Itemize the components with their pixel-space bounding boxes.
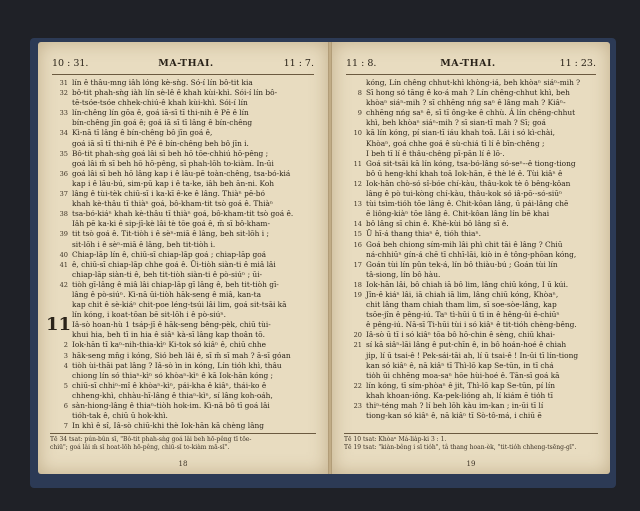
text-line: [340, 229, 600, 239]
verse-number: 14: [353, 220, 362, 229]
text-line: [340, 401, 600, 411]
verse-number: 12: [353, 179, 362, 188]
verse-text: lín-chêng lín gōa ê, goá iā-sī tī thi-nih ê Pē ê lín: [72, 108, 249, 118]
right-page: [332, 42, 610, 474]
verse-number: [340, 411, 366, 421]
verse-number: [340, 78, 366, 88]
verse-number: [46, 159, 72, 169]
verse-text: kā lín kóng, pí sian-tī iáu khah toā. Lâi i só kì-chài,: [366, 128, 555, 138]
verse-number: 38: [59, 210, 68, 219]
verse-text: Iâ-sò hoan-hù 1 tsáp-jī ê hāk-seng bêng-pèk, chiū tùi-: [72, 320, 271, 330]
right-text-column: [340, 78, 600, 421]
verse-number: [340, 139, 366, 149]
verse-number: 6: [63, 402, 68, 410]
verse-number: 19: [353, 290, 362, 299]
verse-number: [340, 310, 366, 320]
verse-number: 36: [59, 169, 68, 178]
text-line: [340, 98, 600, 108]
verse-text: tiong-kan só kiâⁿ ê, nā kiâⁿ tī Sò-tô-má, i chiū ē: [366, 411, 542, 421]
text-line: [46, 270, 318, 280]
verse-text: Iâ-sò ū tī i só kiâⁿ tōa bô hō-chin ê sèng, chiū khai-: [366, 330, 556, 340]
verse-text: lâng ê tùi-tèk chiū-sī i ka-kī ê-ke ê lâng. Thiàⁿ pē-bó: [72, 189, 265, 199]
verse-number: 2: [63, 341, 68, 350]
verse-text: Ū hī-á thang thiaⁿ ê, tióh thiaⁿ.: [366, 229, 481, 239]
verse-text: I beh tī lí ê thâu-chêng pī-pān lí ê lō·.: [366, 148, 505, 158]
verse-text: tē-tsóe-tsóe chhek-chiú-ê khah kùi-khì. Sói-í lín: [72, 98, 248, 108]
text-line: [46, 159, 318, 169]
text-line: [46, 290, 318, 300]
verse-number: 15: [353, 230, 362, 239]
verse-number: 37: [59, 190, 68, 199]
verse-text: tâ-siong, lín bô hàu.: [366, 269, 441, 279]
text-line: [340, 250, 600, 260]
verse-number: [340, 391, 366, 401]
text-line: [340, 330, 600, 340]
verse-text: kóng, Lín chêng chhut-khì khòng-iá, beh khòaⁿ siáⁿ-mih ?: [366, 78, 581, 87]
text-line: [46, 229, 318, 239]
text-line: [340, 320, 600, 330]
verse-number: 5: [63, 381, 68, 390]
verse-number: [340, 320, 366, 330]
text-line: [46, 139, 318, 149]
text-line: [46, 351, 318, 361]
text-line: [340, 280, 600, 290]
text-line: [340, 219, 600, 229]
left-running-header: [52, 58, 314, 75]
verse-text: sit-lōh i ê sèⁿ-miā ê lâng, beh tit-tiòh i.: [72, 239, 216, 249]
verse-text: chhēng nńg saⁿ ê, sī tī ông-ke ê chhù. Á lín chêng-chhut: [366, 108, 576, 118]
left-page-number: 18: [178, 460, 188, 468]
text-line: [46, 280, 318, 290]
verse-text: bô lâng sī chin ê. Khè-kùi bô lâng sī ê.: [366, 219, 509, 229]
verse-text: goá iā sī tī thi-nih ê Pē ê bín-chêng beh bô jīn i.: [72, 138, 249, 148]
verse-text: lâng ê pò-siúⁿ. Kì-nā ūi-tiòh hāk-seng ê miâ, kan-ta: [72, 289, 261, 299]
verse-number: [46, 179, 72, 189]
text-line: [46, 371, 318, 381]
verse-number: [46, 219, 72, 229]
verse-text: tióh-tak ê, chiū ū hok-khì.: [72, 411, 168, 421]
verse-text: Khòaⁿ, goá chhe goá ê sù-chiá tī lí ê bīn-chêng ;: [366, 138, 545, 148]
verse-text: Bô-tit phah-sǹg goá lâi sī beh hō tōe-chhiú hō-pêng ;: [72, 148, 269, 158]
verse-text: tùi tsìm-tióh tōe lâng ê. Chit-kôan lâng, ū pái-lâng chē: [366, 199, 569, 209]
verse-text: tiòh gī-lâng ê miâ lâi chiap-lāp gī lâng ê, beh tit-tiòh gī-: [72, 279, 279, 289]
verse-text: Iok-hān chò-só sî-bóe chí-kàu, thâu-kok tè ô bêng-kôan: [366, 178, 571, 188]
verse-number: 9: [357, 109, 362, 118]
text-line: [340, 300, 600, 310]
right-footnote: [344, 433, 598, 452]
verse-number: [46, 139, 72, 149]
left-header-title: MA-THAI.: [158, 58, 214, 69]
verse-text: In khì ê sî, Iâ-sò chiū-khi thè Iok-hān kā chèng lâng: [72, 421, 264, 431]
text-line: [46, 411, 318, 421]
text-line: [46, 310, 318, 320]
text-line: [340, 260, 600, 270]
verse-number: 18: [353, 280, 362, 289]
verse-text: Goá beh chiong sím-mih lâi phì chit tāi ê lâng ? Chiū: [366, 239, 563, 249]
verse-text: kap i ê lāu-bú, sim-pū kap i ê ta-ke, iâh beh ān-ni. Koh: [72, 178, 275, 188]
verse-number: [340, 98, 366, 108]
verse-text: Sī hong só tāng ê ko-á mah ? Lín chêng-chhut khì, beh: [366, 88, 570, 98]
verse-number: 39: [59, 230, 68, 239]
verse-text: thiⁿ-téng mah ? lí beh lōh kàu im-kan ; in-ūi tī lí: [366, 401, 544, 410]
text-line: [46, 78, 318, 88]
text-line: [340, 159, 600, 169]
text-line: [46, 361, 318, 371]
verse-number: [46, 330, 72, 340]
verse-number: 20: [353, 331, 362, 340]
verse-number: 4: [63, 361, 68, 370]
verse-text: Iok-hān lâi, bô chiah iā bô lim, lâng chiū kóng, I ū kúi.: [366, 279, 569, 289]
text-line: [340, 149, 600, 159]
verse-text: tsa-bó-kiáⁿ khah kè-thâu tī thiàⁿ goá, bô-kham-tit tsò goá ê.: [72, 209, 294, 219]
verse-text: ná-chhiūⁿ gín-á chē tī chhī-lāi, kiò in ê tông-phōan kóng,: [366, 249, 577, 259]
verse-number: 3: [63, 351, 68, 360]
verse-number: 41: [59, 260, 68, 269]
right-header-title: MA-THAI.: [440, 58, 496, 69]
verse-number: [340, 300, 366, 310]
verse-text: tio̍h ūi chhēng moa-saⁿ hōe hùi-hoé ê. Tān-sī goá kā: [366, 370, 560, 380]
text-line: [340, 381, 600, 391]
footnote-line: Tē 19 tsat: "kiàn-bêng i sī tio̍h", tâ thang hoan-èk, "tit-tio̍h chheng-tsēng-gī".: [344, 444, 577, 451]
verse-number: [340, 361, 366, 371]
verse-number: [340, 351, 366, 361]
verse-text: lín kóng, i koat-tōan bē sit-lōh i ê pò-siúⁿ.: [72, 310, 226, 320]
verse-text: lâng ê pò tui-kòng chí-kàu, thâu-kok só iâ-pō·-só-siūⁿ: [366, 189, 563, 199]
verse-number: 40: [59, 250, 68, 259]
verse-text: chiap-lāp siàn-ti ê, beh tit-tiòh siàn-ti ê pò-siúⁿ ; ūi-: [72, 269, 263, 279]
right-running-header: [346, 58, 596, 75]
verse-number: [46, 411, 72, 421]
verse-text: hāk-seng mn̄g i kóng, Sió beh lâi ê, sī m̄ sī mah ? ā-sī góan: [72, 350, 291, 360]
text-line: [340, 199, 600, 209]
verse-number: [46, 98, 72, 108]
verse-text: bô ū heng-khí khah toā Iok-hān, ē thè lé ê. Tùi kiâⁿ ê: [366, 168, 563, 178]
footnote-line: chiū"; goá lâi m̄ sī hoat-lōh hō-pêng, chiū-sī to-kiàm mā-sī".: [50, 444, 230, 451]
verse-text: Goán tùi lín pûn tek-á, lín bô thiàu-bú ; Goán tùi lín: [366, 259, 558, 269]
verse-text: chiong lín só thiaⁿ-kìⁿ só khòaⁿ-kìⁿ ê kā Iok-hān kóng ;: [72, 370, 274, 380]
verse-text: tsōe-jîn ê pêng-iú. Taⁿ tì-hūi ū tī in ê hêng-ûi ê-chiūⁿ: [366, 310, 560, 320]
verse-number: 8: [357, 89, 362, 98]
verse-number: [340, 189, 366, 199]
text-line: [46, 189, 318, 199]
verse-number: [46, 371, 72, 381]
text-line: [340, 189, 600, 199]
text-line: [46, 209, 318, 219]
verse-number: 31: [59, 79, 68, 87]
verse-text: chiū-sī chhiⁿ-mî ê khòaⁿ-kìⁿ, pái-kha ê kiâⁿ, thái-ko ê: [72, 380, 267, 390]
verse-text: Goá sit-tsāi kā lín kóng, tsa-bó-lâng só-seⁿ--ê tiong-tiong: [366, 158, 576, 168]
verse-text: khòaⁿ siáⁿ-mih ? sī chhēng nńg saⁿ ê lâng mah ? Kiâⁿ-: [366, 98, 566, 108]
verse-text: Iok-hān tī kaⁿ-nih-thia-kìⁿ Ki-tok só kiâⁿ ê, chiū chhe: [72, 340, 267, 350]
text-line: [340, 128, 600, 138]
left-page: [38, 42, 328, 474]
verse-number: 22: [353, 381, 362, 390]
text-line: [46, 199, 318, 209]
verse-text: Chiap-lāp lín ê, chiū-sī chiap-lāp goá ; chiap-lāp goá: [72, 249, 267, 259]
verse-text: lín kóng, tī sím-phòaⁿ ê jit, Thì-lō kap Se-tūn, pí lín: [366, 380, 555, 390]
text-line: [46, 300, 318, 310]
verse-text: tit tsò goá ê. Tit-tiòh i ê sèⁿ-miā ê lâng, beh sit-lōh i ;: [72, 229, 269, 239]
verse-number: 34: [59, 129, 68, 138]
text-line: [46, 219, 318, 229]
text-line: [340, 88, 600, 98]
text-line: [46, 98, 318, 108]
verse-number: 21: [353, 341, 362, 350]
text-line: [340, 118, 600, 128]
left-header-ref-start: 10 : 31.: [52, 58, 89, 69]
text-line: [46, 118, 318, 128]
text-line: [46, 240, 318, 250]
text-line: [340, 351, 600, 361]
verse-text: khui hia, beh tī in hia ê siâⁿ kà-sī lâng kap thoân tō.: [72, 330, 265, 340]
text-line: [340, 391, 600, 401]
verse-number: 10: [353, 129, 362, 138]
verse-number: 32: [59, 89, 68, 98]
verse-number: [340, 209, 366, 219]
verse-number: 7: [63, 422, 68, 431]
verse-text: Jîn-ê kiáⁿ lâi, iā chiah iā lim, lâng chiū kóng, Khòaⁿ,: [366, 289, 559, 299]
verse-number: [340, 169, 366, 179]
text-line: [340, 139, 600, 149]
text-line: [340, 209, 600, 219]
text-line: [340, 179, 600, 189]
text-line: [340, 310, 600, 320]
text-line: [46, 260, 318, 270]
verse-number: 17: [353, 260, 362, 269]
verse-number: 16: [353, 240, 362, 249]
verse-text: ê pêng-iú. Nā-sī Ti-hūi tùi i só kiâⁿ ê tit-tióh chèng-bêng.: [366, 320, 577, 330]
verse-number: [46, 240, 72, 250]
verse-text: chheng-khì, chhàu-hī-lâng ê thiaⁿ-kìⁿ, sí lâng koh-oáh,: [72, 390, 273, 400]
text-line: [340, 78, 600, 88]
verse-number: 33: [59, 109, 68, 118]
verse-number: [46, 391, 72, 401]
verse-text: lín ê thâu-mng iâh lóng kè-sǹg. Só-í lín bô-tit kia: [72, 78, 253, 87]
text-line: [46, 128, 318, 138]
verse-number: [340, 270, 366, 280]
verse-text: khah kè-thâu tī thiàⁿ goá, bô-kham-tit tsò goá ê. Thiàⁿ: [72, 199, 274, 209]
text-line: [340, 169, 600, 179]
verse-text: khì, beh khòaⁿ siáⁿ-mih ? sī sian-tī mah ? Sī; goá: [366, 118, 546, 128]
text-line: [46, 149, 318, 159]
verse-text: kan só kiâⁿ ê, nā kiâⁿ tī Thì-lō kap Se-tūn, in tī chá: [366, 360, 554, 370]
right-header-ref-end: 11 : 23.: [559, 58, 596, 69]
verse-number: 13: [353, 200, 362, 209]
verse-text: chit lâng tham chiah tham lim, sī soe-sòe-lâng, kap: [366, 300, 557, 310]
verse-text: bô-tit phah-sǹg iàh lín sè-lê ê khah kùi-khì. Sói-í lín bô-: [72, 88, 278, 98]
verse-number: [46, 300, 72, 310]
right-header-ref-start: 11 : 8.: [346, 58, 377, 69]
verse-number: 11: [46, 314, 72, 336]
verse-number: [340, 118, 366, 128]
text-line: [340, 108, 600, 118]
verse-number: [340, 149, 366, 159]
verse-text: Iâh pē ka-ki ê sip-jī-kè lâi tè tōe goá ê, m̄ sī bô-kham-: [72, 219, 270, 229]
text-line: [340, 411, 600, 421]
verse-text: goá lâi m̄ sī beh hō hō-pêng, sī phah-lōh to-kiàm. In-ūi: [72, 158, 274, 168]
text-line: [340, 371, 600, 381]
text-line: [46, 421, 318, 431]
text-line: [46, 330, 318, 340]
text-line: [340, 290, 600, 300]
text-line: [46, 340, 318, 350]
text-line: [340, 361, 600, 371]
verse-number: [340, 371, 366, 381]
text-line: [340, 340, 600, 350]
verse-text: Kì-nā tī lâng ê bín-chêng bô jīn goá ê,: [72, 128, 213, 138]
verse-text: sàn-hiong-lâng ê thiaⁿ-tiòh hok-im. Kì-nā bô tī goá lâi: [72, 401, 270, 410]
text-line: [46, 250, 318, 260]
text-line: [46, 88, 318, 98]
verse-text: tiòh ùi-thāi pat lâng ? Iâ-sò ìn in kóng, Lín tióh khì, thâu: [72, 360, 282, 370]
text-line: [340, 270, 600, 280]
verse-number: 11: [353, 159, 362, 168]
verse-text: khah khoan-iông. Ka-pek-lióng ah, lí kiám ē tio̍h tī: [366, 390, 553, 400]
text-line: [46, 401, 318, 411]
right-page-number: 19: [466, 460, 476, 468]
verse-text: sí kā siâⁿ-lāi lâng ê put-chīn ê, in bô hoán-hoé ê chiah: [366, 340, 567, 350]
verse-number: 42: [59, 280, 68, 289]
verse-text: goá lâi sī beh hō lâng kap i ê lāu-pē toàn-chêng, tsa-bó-kiá: [72, 168, 291, 178]
text-line: [46, 179, 318, 189]
footnote-line: Tē 10 tsat: Khòaⁿ Má-lia̍p-ki 3 : 1.: [344, 436, 447, 443]
verse-text: ji̍p, lí ū tsai-ê ! Pek-sái-tāi ah, lí ū tsai-ê ! In-ūi tī lín-tiong: [366, 350, 579, 360]
text-line: [46, 381, 318, 391]
verse-text: ē liông-kiàⁿ tōe lâng ê. Chit-kôan lâng lín bē khai: [366, 209, 550, 219]
text-line: [46, 391, 318, 401]
verse-number: 35: [59, 149, 68, 158]
verse-text: ê, chiū-sī chiap-lāp chhe goá ê. Ūi-tiòh siàn-ti ê miâ lâi: [72, 259, 276, 269]
left-footnote: [50, 433, 316, 452]
verse-number: [340, 250, 366, 260]
left-header-ref-end: 11 : 7.: [283, 58, 314, 69]
verse-text: bín-chêng jīn goá ê; goá iā sī tī lâng ê bín-chêng: [72, 118, 253, 128]
verse-number: [46, 199, 72, 209]
text-line: [46, 108, 318, 118]
verse-number: [46, 118, 72, 128]
verse-number: [46, 270, 72, 280]
text-line: [340, 240, 600, 250]
verse-number: 23: [353, 402, 362, 410]
verse-number: [46, 290, 72, 300]
verse-text: kap chit ê sè-kiáⁿ chit-poe léng-tsúi lâi lim, goá sit-tsāi kā: [72, 300, 287, 310]
footnote-line: Tē 34 tsat: pún-bûn sī, "Bô-tit phah-sǹg goá lâi beh hō-pêng tī tōe-: [50, 436, 252, 443]
left-text-column: [46, 78, 318, 431]
text-line: [46, 169, 318, 179]
